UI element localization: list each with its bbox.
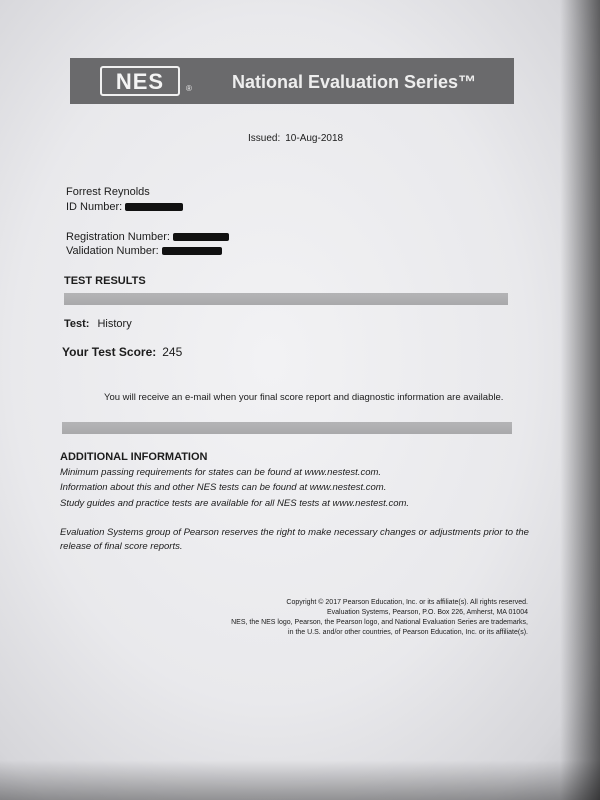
score-line xyxy=(62,345,182,359)
nes-logo xyxy=(100,66,180,96)
section-divider xyxy=(64,293,508,305)
issued-label: Issued: xyxy=(248,133,281,144)
registration-number-row xyxy=(66,231,229,243)
copyright-line: Evaluation Systems, Pearson, P.O. Box 226, Amherst, MA 01004 xyxy=(326,609,528,616)
copyright-line: in the U.S. and/or other countries, of Pearson Education, Inc. or its affiliate(s). xyxy=(288,629,528,636)
redaction-mark xyxy=(162,247,222,255)
disclaimer-line: release of final score reports. xyxy=(60,541,183,552)
email-notice: You will receive an e-mail when your final score report and diagnostic information are available. xyxy=(104,392,504,403)
copyright-line: Copyright © 2017 Pearson Education, Inc. or its affiliate(s). All rights reserved. xyxy=(286,599,528,606)
issued-line xyxy=(248,133,343,144)
score-label: Your Test Score: xyxy=(62,345,157,359)
test-results-heading: TEST RESULTS xyxy=(64,275,146,287)
info-line: Information about this and other NES tests can be found at www.nestest.com. xyxy=(60,482,387,493)
photo-shadow xyxy=(0,760,600,800)
test-label: Test: xyxy=(64,318,90,330)
info-line: Study guides and practice tests are available for all NES tests at www.nestest.com. xyxy=(60,498,410,509)
section-divider xyxy=(62,422,512,434)
header-banner xyxy=(70,58,514,104)
id-number-row xyxy=(66,201,183,213)
redaction-mark xyxy=(125,203,183,211)
score-value: 245 xyxy=(162,345,183,359)
registration-number-label: Registration Number: xyxy=(66,231,170,243)
info-line: Minimum passing requirements for states can be found at www.nestest.com. xyxy=(60,467,382,478)
copyright-line: NES, the NES logo, Pearson, the Pearson logo, and National Evaluation Series are trademarks, xyxy=(231,619,528,626)
additional-info-heading: ADDITIONAL INFORMATION xyxy=(60,451,208,463)
issued-date: 10-Aug-2018 xyxy=(285,133,344,144)
disclaimer-line: Evaluation Systems group of Pearson reserves the right to make necessary changes or adjustments prior to the xyxy=(60,527,529,538)
copyright-block xyxy=(208,598,528,638)
validation-number-label: Validation Number: xyxy=(66,245,159,257)
test-line xyxy=(64,318,132,330)
banner-title: National Evaluation Series™ xyxy=(232,72,477,92)
test-value: History xyxy=(97,318,132,330)
photo-shadow xyxy=(560,0,600,800)
nes-logo-text: NES xyxy=(115,69,165,94)
validation-number-row xyxy=(66,245,222,257)
id-number-label: ID Number: xyxy=(66,201,123,213)
candidate-name: Forrest Reynolds xyxy=(66,186,150,198)
redaction-mark xyxy=(173,233,229,241)
registered-mark: ® xyxy=(186,84,192,93)
